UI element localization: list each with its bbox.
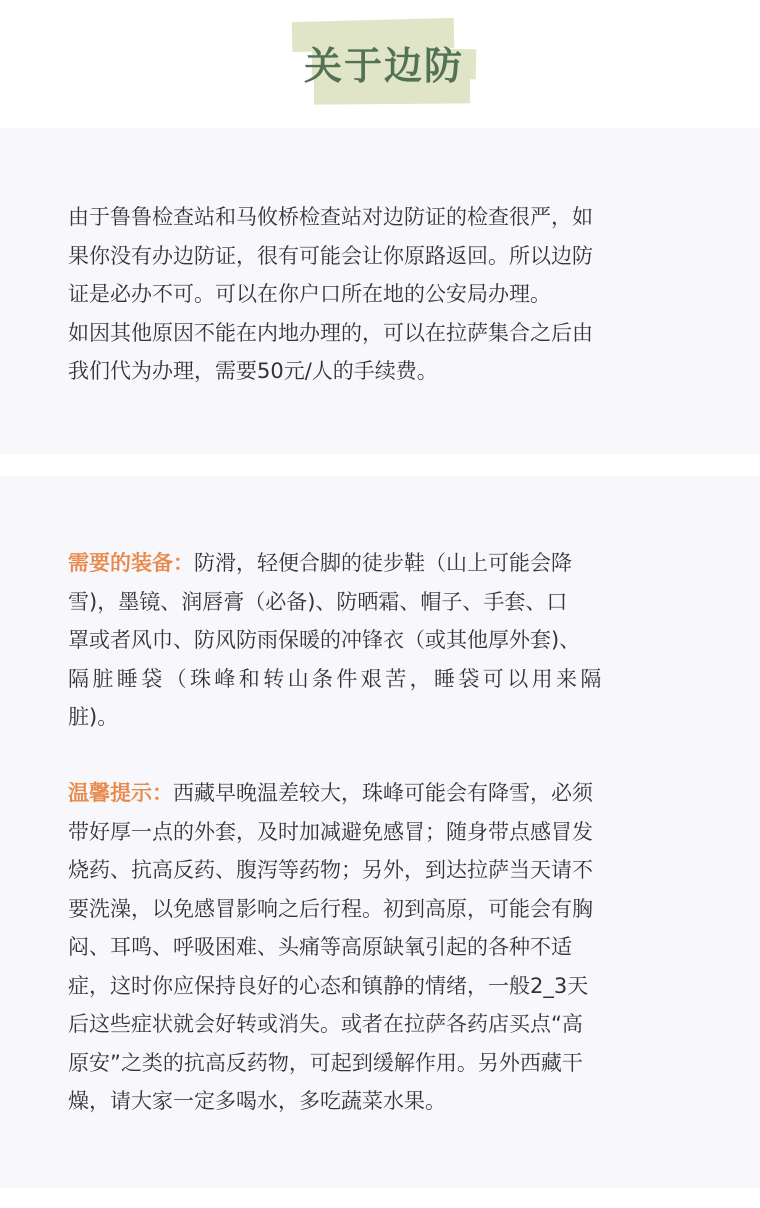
tips-paragraph — [68, 774, 692, 1121]
text-line: 防滑，轻便合脚的徒步鞋（山上可能会降 — [194, 551, 572, 575]
text-line: 我们代为办理，需要50元/人的手续费。 — [68, 359, 438, 383]
text-line: 闷、耳鸣、呼吸困难、头痛等高原缺氧引起的各种不适 — [68, 935, 572, 959]
border-permit-paragraph — [68, 198, 692, 391]
text-line: 证是必办不可。可以在你户口所在地的公安局办理。 — [68, 282, 551, 306]
page-title: 关于边防 — [303, 44, 464, 88]
text-line: 要洗澡，以免感冒影响之后行程。初到高原，可能会有胸 — [68, 896, 593, 921]
equipment-label: 需要的装备： — [68, 551, 194, 575]
text-line: 罩或者风巾、防风防雨保暖的冲锋衣（或其他厚外套)、 — [68, 628, 581, 652]
equipment-paragraph — [68, 544, 692, 737]
text-line: 如因其他原因不能在内地办理的，可以在拉萨集合之后由 — [68, 320, 593, 345]
text-line: 烧药、抗高反药、腹泻等药物；另外，到达拉萨当天请不 — [68, 858, 593, 882]
text-line: 由于鲁鲁检查站和马攸桥检查站对边防证的检查很严，如 — [68, 205, 593, 229]
text-line: 脏)。 — [68, 705, 119, 729]
tips-label: 温馨提示： — [68, 781, 173, 805]
text-line: 症，这时你应保持良好的心态和镇静的情绪，一般2_3天 — [68, 973, 589, 998]
text-line: 原安”之类的抗高反药物，可起到缓解作用。另外西藏干 — [68, 1050, 583, 1075]
notes-card — [0, 476, 760, 1188]
text-line: 隔脏睡袋（珠峰和转山条件艰苦，睡袋可以用来隔 — [68, 666, 605, 691]
border-permit-card — [0, 128, 760, 454]
text-line: 西藏早晚温差较大，珠峰可能会有降雪，必须 — [173, 781, 593, 805]
text-line: 雪)，墨镜、润唇膏（必备)、防晒霜、帽子、手套、口 — [68, 589, 568, 614]
text-line: 后这些症状就会好转或消失。或者在拉萨各药店买点“高 — [68, 1012, 583, 1036]
text-line: 燥，请大家一定多喝水，多吃蔬菜水果。 — [68, 1089, 446, 1113]
text-line: 果你没有办边防证，很有可能会让你原路返回。所以边防 — [68, 243, 593, 268]
title-badge — [292, 20, 476, 104]
text-line: 带好厚一点的外套，及时加减避免感冒；随身带点感冒发 — [68, 819, 593, 844]
title-section — [0, 0, 760, 128]
